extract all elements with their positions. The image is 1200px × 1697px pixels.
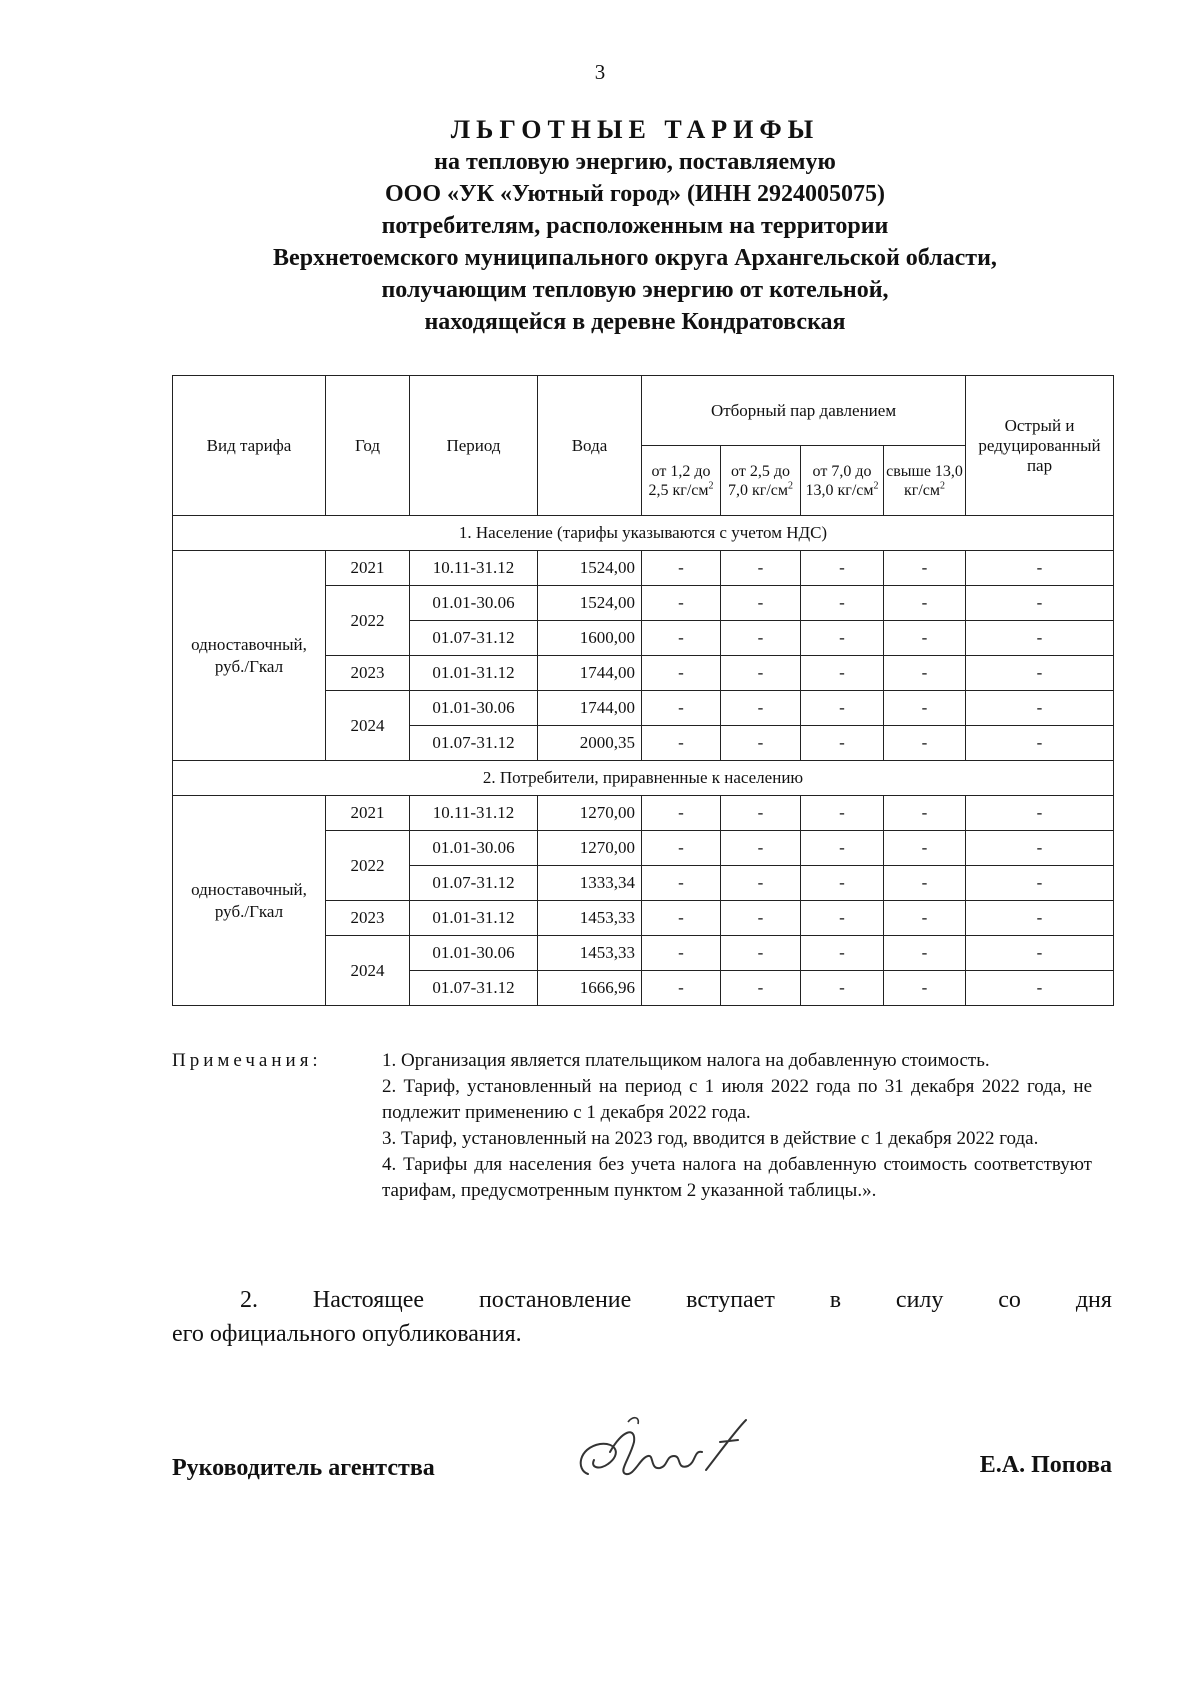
tariff-kind-cell: одноставочный, руб./Гкал — [173, 796, 326, 1006]
empty-tariff-cell: - — [884, 936, 966, 971]
empty-tariff-cell: - — [721, 796, 801, 831]
title-main: ЛЬГОТНЫЕ ТАРИФЫ — [450, 115, 820, 144]
empty-tariff-cell: - — [801, 691, 884, 726]
empty-tariff-cell: - — [801, 901, 884, 936]
year-cell: 2021 — [326, 796, 410, 831]
title-line: находящейся в деревне Кондратовская — [424, 309, 846, 335]
water-tariff-cell: 1333,34 — [538, 866, 642, 901]
header-steam-4 — [884, 446, 966, 516]
empty-tariff-cell: - — [642, 656, 721, 691]
header-steam-3-text: от 7,0 до 13,0 кг/см — [805, 462, 874, 499]
empty-tariff-cell: - — [721, 586, 801, 621]
empty-tariff-cell: - — [966, 586, 1114, 621]
empty-tariff-cell: - — [884, 971, 966, 1006]
period-cell: 01.07-31.12 — [410, 971, 538, 1006]
header-year: Год — [326, 376, 410, 516]
period-cell: 01.01-30.06 — [410, 831, 538, 866]
decree-word: Настоящее — [312, 1287, 425, 1313]
section-row — [173, 516, 1114, 551]
header-period: Период — [410, 376, 538, 516]
unit-exponent: 2 — [940, 480, 946, 492]
empty-tariff-cell: - — [884, 831, 966, 866]
page-number: 3 — [594, 60, 606, 84]
decree-word: со — [998, 1287, 1021, 1313]
empty-tariff-cell: - — [884, 621, 966, 656]
empty-tariff-cell: - — [642, 901, 721, 936]
empty-tariff-cell: - — [884, 796, 966, 831]
empty-tariff-cell: - — [721, 621, 801, 656]
empty-tariff-cell: - — [966, 656, 1114, 691]
empty-tariff-cell: - — [801, 831, 884, 866]
section-title: 1. Население (тарифы указываются с учетом НДС) — [173, 516, 1114, 551]
title-line: на тепловую энергию, поставляемую — [434, 149, 836, 175]
title-line: ООО «УК «Уютный город» (ИНН 2924005075) — [385, 181, 885, 207]
decree-word: вступает — [686, 1287, 775, 1313]
year-cell: 2022 — [326, 831, 410, 901]
water-tariff-cell: 1524,00 — [538, 551, 642, 586]
empty-tariff-cell: - — [884, 901, 966, 936]
water-tariff-cell: 1744,00 — [538, 656, 642, 691]
water-tariff-cell: 2000,35 — [538, 726, 642, 761]
tariff-table — [172, 375, 1114, 1006]
header-water: Вода — [538, 376, 642, 516]
empty-tariff-cell: - — [721, 866, 801, 901]
empty-tariff-cell: - — [801, 936, 884, 971]
period-cell: 01.07-31.12 — [410, 866, 538, 901]
note-item: 4. Тарифы для населения без учета налога на добавленную стоимость соответствуют тарифам, предусмотренным пунктом 2 указанной таблицы.». — [382, 1154, 1092, 1201]
water-tariff-cell: 1453,33 — [538, 936, 642, 971]
header-steam-1 — [642, 446, 721, 516]
empty-tariff-cell: - — [966, 831, 1114, 866]
empty-tariff-cell: - — [966, 621, 1114, 656]
empty-tariff-cell: - — [966, 551, 1114, 586]
header-steam-group: Отборный пар давлением — [642, 376, 966, 446]
period-cell: 01.07-31.12 — [410, 726, 538, 761]
empty-tariff-cell: - — [721, 971, 801, 1006]
period-cell: 10.11-31.12 — [410, 551, 538, 586]
header-steam-1-text: от 1,2 до 2,5 кг/см — [648, 462, 711, 499]
signatory-role: Руководитель агентства — [172, 1455, 435, 1481]
unit-exponent: 2 — [873, 480, 879, 492]
empty-tariff-cell: - — [801, 551, 884, 586]
header-steam-4-text: свыше 13,0 кг/см — [886, 462, 963, 499]
empty-tariff-cell: - — [884, 726, 966, 761]
decree-paragraph — [172, 1283, 1112, 1351]
decree-word: 2. — [240, 1287, 258, 1313]
empty-tariff-cell: - — [642, 691, 721, 726]
table-row — [173, 796, 1114, 831]
empty-tariff-cell: - — [884, 656, 966, 691]
empty-tariff-cell: - — [966, 936, 1114, 971]
empty-tariff-cell: - — [884, 866, 966, 901]
empty-tariff-cell: - — [884, 691, 966, 726]
decree-line-2: его официального опубликования. — [172, 1321, 522, 1347]
unit-exponent: 2 — [708, 480, 714, 492]
empty-tariff-cell: - — [721, 726, 801, 761]
period-cell: 01.01-31.12 — [410, 656, 538, 691]
signature-block — [172, 1412, 1112, 1502]
empty-tariff-cell: - — [642, 551, 721, 586]
water-tariff-cell: 1270,00 — [538, 796, 642, 831]
empty-tariff-cell: - — [642, 936, 721, 971]
empty-tariff-cell: - — [642, 971, 721, 1006]
decree-word: в — [829, 1287, 842, 1313]
period-cell: 01.01-31.12 — [410, 901, 538, 936]
header-steam-3 — [801, 446, 884, 516]
period-cell: 01.01-30.06 — [410, 936, 538, 971]
header-kind: Вид тарифа — [173, 376, 326, 516]
note-item: 2. Тариф, установленный на период с 1 июля 2022 года по 31 декабря 2022 года, не подлежит применению с 1 декабря 2022 года. — [382, 1076, 1092, 1123]
decree-word: постановление — [478, 1287, 632, 1313]
title-line: получающим тепловую энергию от котельной, — [381, 277, 889, 303]
year-cell: 2023 — [326, 656, 410, 691]
period-cell: 01.01-30.06 — [410, 691, 538, 726]
year-cell: 2024 — [326, 691, 410, 761]
empty-tariff-cell: - — [721, 551, 801, 586]
empty-tariff-cell: - — [721, 691, 801, 726]
empty-tariff-cell: - — [642, 866, 721, 901]
title-line: потребителям, расположенным на территории — [381, 213, 889, 239]
empty-tariff-cell: - — [966, 866, 1114, 901]
empty-tariff-cell: - — [642, 831, 721, 866]
document-title — [150, 114, 1120, 338]
year-cell: 2023 — [326, 901, 410, 936]
period-cell: 01.07-31.12 — [410, 621, 538, 656]
notes-list — [382, 1048, 1092, 1204]
note-item: 3. Тариф, установленный на 2023 год, вводится в действие с 1 декабря 2022 года. — [382, 1128, 1039, 1149]
decree-line-1 — [172, 1283, 1112, 1317]
empty-tariff-cell: - — [642, 586, 721, 621]
signatory-name: Е.А. Попова — [979, 1452, 1112, 1478]
period-cell: 10.11-31.12 — [410, 796, 538, 831]
empty-tariff-cell: - — [801, 726, 884, 761]
empty-tariff-cell: - — [966, 796, 1114, 831]
period-cell: 01.01-30.06 — [410, 586, 538, 621]
empty-tariff-cell: - — [801, 586, 884, 621]
empty-tariff-cell: - — [801, 621, 884, 656]
empty-tariff-cell: - — [966, 726, 1114, 761]
empty-tariff-cell: - — [801, 971, 884, 1006]
water-tariff-cell: 1453,33 — [538, 901, 642, 936]
empty-tariff-cell: - — [721, 831, 801, 866]
section-title: 2. Потребители, приравненные к населению — [173, 761, 1114, 796]
year-cell: 2022 — [326, 586, 410, 656]
empty-tariff-cell: - — [884, 551, 966, 586]
header-steam-2 — [721, 446, 801, 516]
empty-tariff-cell: - — [642, 726, 721, 761]
water-tariff-cell: 1666,96 — [538, 971, 642, 1006]
empty-tariff-cell: - — [721, 901, 801, 936]
empty-tariff-cell: - — [642, 621, 721, 656]
year-cell: 2024 — [326, 936, 410, 1006]
empty-tariff-cell: - — [801, 866, 884, 901]
empty-tariff-cell: - — [966, 901, 1114, 936]
empty-tariff-cell: - — [966, 691, 1114, 726]
water-tariff-cell: 1600,00 — [538, 621, 642, 656]
empty-tariff-cell: - — [966, 971, 1114, 1006]
water-tariff-cell: 1524,00 — [538, 586, 642, 621]
table-row — [173, 551, 1114, 586]
header-steam-2-text: от 2,5 до 7,0 кг/см — [727, 462, 790, 499]
header-sharp-steam: Острый и редуцированный пар — [966, 376, 1114, 516]
empty-tariff-cell: - — [884, 586, 966, 621]
handwritten-signature — [570, 1412, 770, 1502]
tariff-kind-cell: одноставочный, руб./Гкал — [173, 551, 326, 761]
note-item: 1. Организация является плательщиком налога на добавленную стоимость. — [382, 1050, 990, 1071]
empty-tariff-cell: - — [801, 656, 884, 691]
decree-word: силу — [895, 1287, 944, 1313]
notes-label: Примечания: — [172, 1050, 322, 1071]
empty-tariff-cell: - — [721, 936, 801, 971]
unit-exponent: 2 — [788, 480, 793, 492]
decree-word: дня — [1075, 1287, 1112, 1313]
empty-tariff-cell: - — [642, 796, 721, 831]
empty-tariff-cell: - — [801, 796, 884, 831]
title-line: Верхнетоемского муниципального округа Архангельской области, — [273, 245, 997, 271]
empty-tariff-cell: - — [721, 656, 801, 691]
section-row — [173, 761, 1114, 796]
water-tariff-cell: 1270,00 — [538, 831, 642, 866]
water-tariff-cell: 1744,00 — [538, 691, 642, 726]
year-cell: 2021 — [326, 551, 410, 586]
